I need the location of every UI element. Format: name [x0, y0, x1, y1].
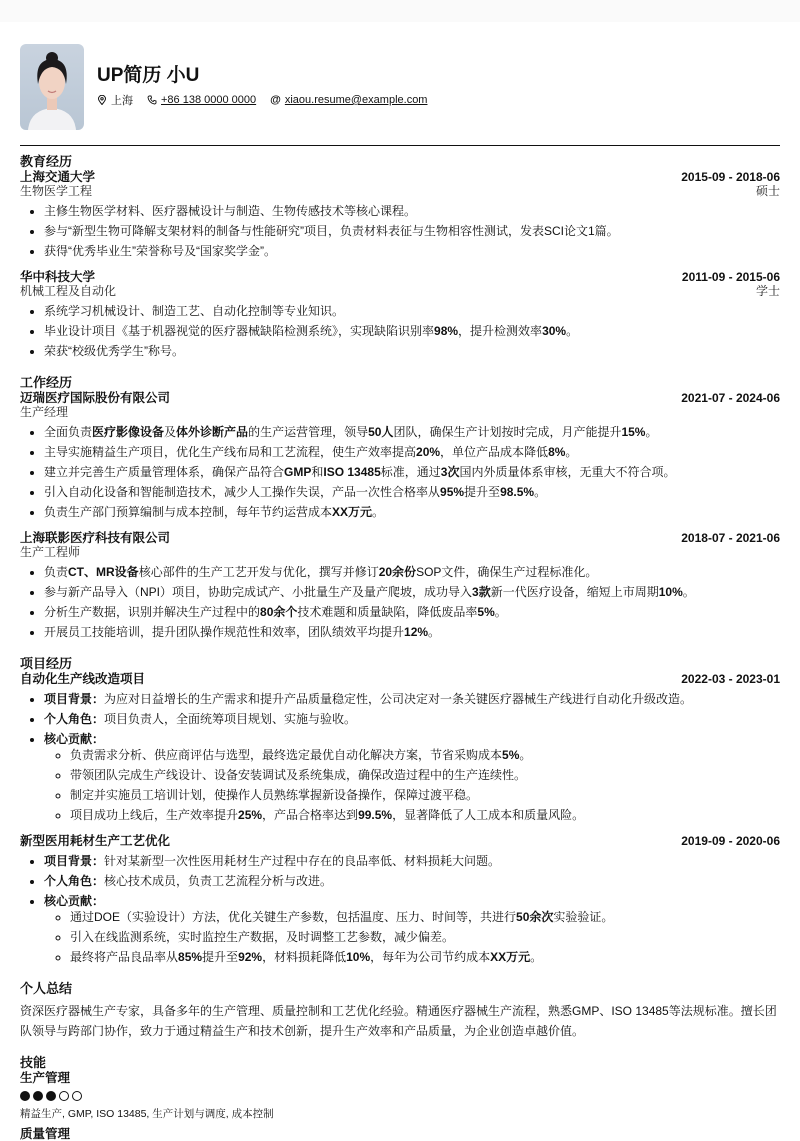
skill-name: 质量管理 [20, 1127, 71, 1141]
bullet-item [44, 602, 780, 622]
bullet-list [20, 851, 780, 967]
bold-text: 99.5% [358, 808, 393, 822]
sub-bullet-list [44, 745, 780, 825]
rating-dot-filled-icon [20, 1091, 30, 1101]
bullet-item [44, 442, 780, 462]
phone-icon [147, 95, 157, 105]
entry-work [20, 391, 780, 522]
sub-bullet-list [44, 907, 780, 967]
profile-photo [20, 44, 84, 130]
entry-date: 2018-07 - 2021-06 [681, 531, 780, 545]
bullet-text: 为应对日益增长的生产需求和提升产品质量稳定性，公司决定对一条关键医疗器械生产线进行自动化升级改造。 [104, 692, 693, 706]
bullet-item [44, 502, 780, 522]
entry-date: 2022-03 - 2023-01 [681, 672, 780, 686]
bullet-item [44, 201, 780, 221]
bullet-item [44, 871, 780, 891]
bold-text: 8% [548, 445, 566, 459]
header-divider [20, 145, 780, 146]
location-text: 上海 [111, 95, 133, 107]
bullet-item [44, 562, 780, 582]
skill-item [20, 1071, 780, 1121]
entry-education [20, 170, 780, 261]
work-section [20, 375, 780, 642]
bold-text: 3款 [472, 585, 491, 599]
bold-text: 80余个 [260, 605, 298, 619]
text-segment: 实验验证。 [553, 910, 614, 924]
bullet-label: 个人角色： [44, 712, 105, 726]
bold-text: 3次 [440, 465, 460, 479]
bullet-label: 项目背景： [44, 854, 105, 868]
text-segment: 毕业设计项目《基于机器视觉的医疗器械缺陷检测系统》，实现缺陷识别率 [44, 324, 435, 338]
entry-header-row [20, 531, 780, 545]
bold-text: 50余次 [516, 910, 554, 924]
text-segment: ，每年为公司节约成本 [370, 950, 491, 964]
bullet-item [44, 582, 780, 602]
summary-text: 资深医疗器械生产专家，具备多年的生产管理、质量控制和工艺优化经验。精通医疗器械生产流程，熟悉GMP、ISO 13485等法规标准。擅长团队领导与跨部门协作，致力于通过精益生产和技术创新，提升生产效率和产品质量，为企业创造卓越价值。 [20, 1004, 777, 1038]
text-segment: ，提升检测效率 [458, 324, 543, 338]
bullet-list [20, 562, 780, 642]
bold-text: 体外诊断产品 [176, 425, 249, 439]
entry-name: 上海交通大学 [20, 170, 96, 184]
bold-text: 15% [621, 425, 646, 439]
entry-subtitle: 机械工程及自动化 [20, 284, 117, 298]
section-title: 工作经历 [20, 375, 73, 390]
text-segment: 最终将产品良品率从 [70, 950, 179, 964]
text-segment: 核心部件的生产工艺开发与优化，撰写并修订 [138, 565, 379, 579]
resume-header [20, 44, 780, 131]
bold-text: 医疗影像设备 [92, 425, 165, 439]
skill-rating [20, 1091, 780, 1101]
bullet-item [44, 422, 780, 442]
bullet-item [44, 891, 780, 967]
resume-page [0, 44, 800, 1141]
text-segment: ，显著降低了人工成本和质量风险。 [392, 808, 585, 822]
bullet-item [44, 851, 780, 871]
email-at-icon: @ [270, 94, 281, 106]
text-segment: 全面负责 [44, 425, 93, 439]
bullet-label: 个人角色： [44, 874, 105, 888]
text-segment: 。 [682, 585, 695, 599]
bullet-item [44, 221, 780, 241]
sub-bullet-item [70, 765, 780, 785]
projects-section [20, 656, 780, 967]
bullet-list [20, 689, 780, 825]
bullet-label: 项目背景： [44, 692, 105, 706]
bold-text: 50人 [368, 425, 394, 439]
skill-item [20, 1127, 780, 1141]
text-segment: 获得“优秀毕业生”荣誉称号及“国家奖学金”。 [44, 244, 276, 258]
entry-degree: 硕士 [755, 184, 780, 198]
text-segment: 参与“新型生物可降解支架材料的制备与性能研究”项目，负责材料表征与生物相容性测试，发表SCI论文1篇。 [44, 224, 619, 238]
entry-subtitle-row [20, 184, 780, 198]
bullet-list [20, 301, 780, 361]
sub-bullet-item [70, 947, 780, 967]
section-title: 项目经历 [20, 656, 73, 671]
text-segment: 负责需求分析、供应商评估与选型，最终选定最优自动化解决方案，节省采购成本 [70, 748, 503, 762]
skills-section [20, 1055, 780, 1141]
entry-name: 迈瑞医疗国际股份有限公司 [20, 391, 171, 405]
location-pin-icon [97, 95, 107, 105]
text-segment: 团队，确保生产计划按时完成，月产能提升 [393, 425, 622, 439]
bold-text: 10% [346, 950, 371, 964]
email-link[interactable]: xiaou.resume@example.com [284, 94, 428, 106]
summary-section [20, 981, 780, 1041]
text-segment: 和 [311, 465, 324, 479]
candidate-name: UP简历 小U [97, 65, 200, 86]
text-segment: ，产品合格率达到 [262, 808, 359, 822]
bullet-item [44, 301, 780, 321]
bullet-text: 核心技术成员，负责工艺流程分析与改进。 [104, 874, 333, 888]
bold-text: 25% [238, 808, 263, 822]
text-segment: 负责生产部门预算编制与成本控制，每年节约运营成本 [44, 505, 333, 519]
bullet-item [44, 462, 780, 482]
bold-text: 12% [404, 625, 429, 639]
text-segment: 制定并实施员工培训计划，使操作人员熟练掌握新设备操作，保障过渡平稳。 [70, 788, 479, 802]
entry-subtitle-row [20, 545, 780, 559]
bold-text: 92% [238, 950, 263, 964]
entry-subtitle-row [20, 405, 780, 419]
sub-bullet-item [70, 785, 780, 805]
bullet-item [44, 622, 780, 642]
text-segment: 。 [530, 950, 543, 964]
contact-info [97, 92, 427, 108]
entry-projects [20, 834, 780, 967]
text-segment: 。 [566, 324, 579, 338]
text-segment: 参与新产品导入（NPI）项目，协助完成试产、小批量生产及量产爬坡，成功导入 [44, 585, 473, 599]
bold-text: ISO 13485 [323, 465, 381, 479]
entry-work [20, 531, 780, 642]
text-segment: 主修生物医学材料、医疗器械设计与制造、生物传感技术等核心课程。 [44, 204, 417, 218]
text-segment: 建立并完善生产质量管理体系，确保产品符合 [44, 465, 285, 479]
rating-dot-filled-icon [33, 1091, 43, 1101]
entry-header-row [20, 834, 780, 848]
entry-name: 新型医用耗材生产工艺优化 [20, 834, 171, 848]
sub-bullet-item [70, 745, 780, 765]
entry-header-row [20, 391, 780, 405]
text-segment: 技术难题和质量缺陷，降低废品率 [297, 605, 478, 619]
text-segment: 。 [519, 748, 532, 762]
text-segment: 提升至 [464, 485, 501, 499]
entry-name: 华中科技大学 [20, 270, 96, 284]
bold-text: 5% [477, 605, 495, 619]
skill-keywords: 精益生产, GMP, ISO 13485, 生产计划与调度, 成本控制 [20, 1108, 274, 1120]
text-segment: ，单位产品成本降低 [440, 445, 549, 459]
entry-date: 2021-07 - 2024-06 [681, 391, 780, 405]
entry-subtitle-row [20, 284, 780, 298]
rating-dot-filled-icon [46, 1091, 56, 1101]
text-segment: 引入自动化设备和智能制造技术，减少人工操作失误，产品一次性合格率从 [44, 485, 441, 499]
bullet-label: 核心贡献： [44, 732, 105, 746]
bullet-item [44, 341, 780, 361]
entry-subtitle: 生产经理 [20, 405, 69, 419]
text-segment: 标准，通过 [380, 465, 441, 479]
entry-header-row [20, 270, 780, 284]
sub-bullet-item [70, 805, 780, 825]
text-segment: SOP文件，确保生产过程标准化。 [416, 565, 598, 579]
bullet-item [44, 709, 780, 729]
text-segment: 。 [494, 605, 507, 619]
bullet-text: 项目负责人，全面统筹项目规划、实施与验收。 [104, 712, 357, 726]
entry-projects [20, 672, 780, 825]
bold-text: 98% [434, 324, 459, 338]
text-segment: 。 [645, 425, 658, 439]
text-segment: 及 [164, 425, 177, 439]
entry-date: 2015-09 - 2018-06 [681, 170, 780, 184]
bold-text: 30% [542, 324, 567, 338]
section-title: 个人总结 [20, 981, 73, 996]
entry-name: 上海联影医疗科技有限公司 [20, 531, 171, 545]
text-segment: 新一代医疗设备，缩短上市周期 [490, 585, 659, 599]
bullet-text: 针对某新型一次性医用耗材生产过程中存在的良品率低、材料损耗大问题。 [104, 854, 501, 868]
text-segment: 主导实施精益生产项目，优化生产线布局和工艺流程，使生产效率提高 [44, 445, 417, 459]
bold-text: 10% [658, 585, 683, 599]
bullet-item [44, 321, 780, 341]
bold-text: 5% [502, 748, 520, 762]
bullet-list [20, 422, 780, 522]
rating-dot-empty-icon [59, 1091, 69, 1101]
section-title: 教育经历 [20, 154, 73, 169]
text-segment: 通过DOE（实验设计）方法，优化关键生产参数，包括温度、压力、时间等，共进行 [70, 910, 517, 924]
skill-name: 生产管理 [20, 1071, 71, 1085]
bullet-item [44, 482, 780, 502]
text-segment: 负责 [44, 565, 69, 579]
phone-link[interactable]: +86 138 0000 0000 [161, 94, 257, 106]
bullet-label: 核心贡献： [44, 894, 105, 908]
bold-text: 20余份 [378, 565, 417, 579]
bullet-item [44, 241, 780, 261]
text-segment: 项目成功上线后，生产效率提升 [70, 808, 239, 822]
entry-header-row [20, 672, 780, 686]
bullet-list [20, 201, 780, 261]
entry-subtitle: 生物医学工程 [20, 184, 93, 198]
sub-bullet-item [70, 907, 780, 927]
text-segment: 。 [428, 625, 441, 639]
text-segment: 荣获“校级优秀学生”称号。 [44, 344, 184, 358]
bold-text: 85% [178, 950, 203, 964]
bold-text: XX万元 [490, 950, 531, 964]
sub-bullet-item [70, 927, 780, 947]
entry-degree: 学士 [755, 284, 780, 298]
bold-text: CT、MR设备 [68, 565, 139, 579]
bold-text: GMP [284, 465, 312, 479]
entry-name: 自动化生产线改造项目 [20, 672, 146, 686]
entry-education [20, 270, 780, 361]
top-band [0, 0, 800, 22]
bullet-item [44, 689, 780, 709]
entry-date: 2011-09 - 2015-06 [681, 270, 780, 284]
entry-subtitle: 生产工程师 [20, 545, 81, 559]
text-segment: 引入在线监测系统，实时监控生产数据，及时调整工艺参数，减少偏差。 [70, 930, 455, 944]
rating-dot-empty-icon [72, 1091, 82, 1101]
text-segment: 国内外质量体系审核，无重大不符合项。 [459, 465, 676, 479]
bold-text: 95% [440, 485, 465, 499]
bold-text: XX万元 [332, 505, 373, 519]
entry-header-row [20, 170, 780, 184]
text-segment: 系统学习机械设计、制造工艺、自动化控制等专业知识。 [44, 304, 345, 318]
bold-text: 98.5% [500, 485, 535, 499]
text-segment: 分析生产数据，识别并解决生产过程中的 [44, 605, 261, 619]
entry-date: 2019-09 - 2020-06 [681, 834, 780, 848]
bold-text: 20% [416, 445, 441, 459]
text-segment: 。 [565, 445, 578, 459]
text-segment: 的生产运营管理，领导 [248, 425, 369, 439]
text-segment: 开展员工技能培训，提升团队操作规范性和效率，团队绩效平均提升 [44, 625, 405, 639]
text-segment: 提升至 [202, 950, 239, 964]
education-section [20, 154, 780, 361]
bullet-item [44, 729, 780, 825]
text-segment: 。 [534, 485, 547, 499]
text-segment: ，材料损耗降低 [262, 950, 347, 964]
text-segment: 带领团队完成生产线设计、设备安装调试及系统集成，确保改造过程中的生产连续性。 [70, 768, 527, 782]
section-title: 技能 [20, 1055, 47, 1070]
text-segment: 。 [372, 505, 385, 519]
